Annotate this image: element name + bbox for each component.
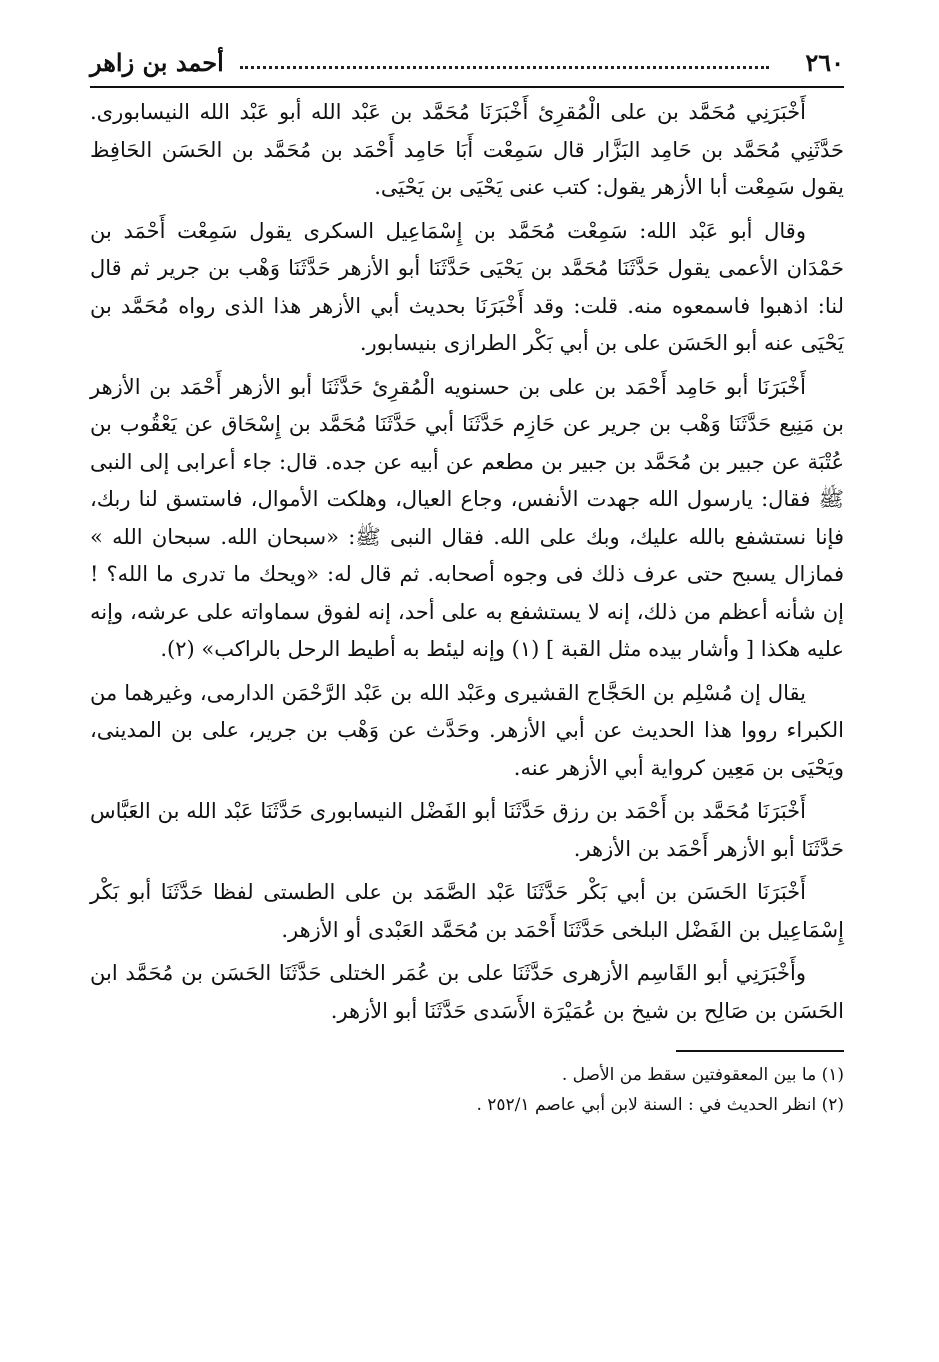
main-text: [90, 94, 844, 1030]
footnote-separator-wrap: [90, 1036, 844, 1052]
paragraph: يقال إن مُسْلِم بن الحَجَّاج القشيرى وعَبْد الله بن عَبْد الرَّحْمَن الدارمى، وغيرهما من الكبراء رووا هذا الحديث عن أبي الأزهر. وحَدَّث عن وَهْب بن جرير، على بن المدينى، ويَحْيَى بن مَعِين كرواية أبي الأزهر عنه.: [90, 680, 844, 780]
page-number: ٢٦٠: [805, 48, 844, 77]
header-dotted-leader: [240, 66, 769, 69]
paragraph: أَخْبَرَنَا أبو حَامِد أَحْمَد بن على بن حسنويه الْمُقرِئ حَدَّثَنَا أبو الأزهر أَحْمَد بن الأزهر بن مَنِيع حَدَّثَنَا وَهْب بن جرير عن حَازِم حَدَّثَنَا أبي حَدَّثَنَا مُحَمَّد بن إِسْحَاق عن يَعْقُوب بن عُتْبَة عن جبير بن مُحَمَّد بن جبير بن مطعم عن أبيه عن جده. قال: جاء أعرابى إلى النبى ﷺ فقال: يارسول الله جهدت الأنفس، وجاع العيال، وهلكت الأموال، فاستسق لنا ربك، فإنا نستشفع بالله عليك، وبك على الله. فقال النبى ﷺ: «سبحان الله. سبحان الله » فمازال يسبح حتى عرف ذلك فى وجوه أصحابه. ثم قال له: «ويحك ما تدرى ما الله؟ ! إن شأنه أعظم من ذلك، إنه لا يستشفع به على أحد، إنه لفوق سماواته على عرشه، وإنه عليه هكذا [ وأشار بيده مثل القبة ] (١) وإنه ليئط به أطيط الرحل بالراكب» (٢).: [90, 374, 844, 661]
footnote: (٢) انظر الحديث في : السنة لابن أبي عاصم ٢٥٢/١ .: [476, 1095, 844, 1115]
footnote: (١) ما بين المعقوفتين سقط من الأصل .: [561, 1065, 844, 1085]
paragraph: وأَخْبَرَنِي أبو القَاسِم الأزهرى حَدَّثَنَا على بن عُمَر الختلى حَدَّثَنَا الحَسَن بن مُحَمَّد ابن الحَسَن بن صَالِح بن شيخ بن عُمَيْرَة الأَسَدى حَدَّثَنَا أبو الأزهر.: [90, 961, 844, 1023]
book-page: [90, 40, 844, 1120]
footnotes: [90, 1060, 844, 1120]
paragraph: وقال أبو عَبْد الله: سَمِعْت مُحَمَّد بن إِسْمَاعِيل السكرى يقول سَمِعْت أَحْمَد بن حَمْدَان الأعمى يقول حَدَّثَنَا مُحَمَّد بن يَحْيَى حَدَّثَنَا أبو الأزهر حَدَّثَنَا وَهْب بن جرير ثم قال لنا: اذهبوا فاسمعوه منه. قلت: وقد أَخْبَرَنَا بحديث أبي الأزهر هذا الذى رواه مُحَمَّد بن يَحْيَى عنه أبو الحَسَن على بن أبي بَكْر الطرازى بنيسابور.: [90, 218, 844, 355]
running-title: أحمد بن زاهر: [90, 48, 224, 77]
page-header: [90, 40, 844, 88]
paragraph: أَخْبَرَنَا الحَسَن بن أبي بَكْر حَدَّثَنَا عَبْد الصَّمَد بن على الطستى لفظا حَدَّثَنَا أبو بَكْر إِسْمَاعِيل بن الفَضْل البلخى حَدَّثَنَا أَحْمَد بن مُحَمَّد العَبْدى أو الأزهر.: [90, 880, 844, 942]
paragraph: أَخْبَرَنَا مُحَمَّد بن أَحْمَد بن رزق حَدَّثَنَا أبو الفَضْل النيسابورى حَدَّثَنَا عَبْد الله بن العَبَّاس حَدَّثَنَا أبو الأزهر أَحْمَد بن الأزهر.: [90, 799, 844, 861]
footnote-separator: [676, 1050, 844, 1052]
paragraph: أَخْبَرَنِي مُحَمَّد بن على الْمُقرِئ أَخْبَرَنَا مُحَمَّد بن عَبْد الله أبو عَبْد الله النيسابورى. حَدَّثَنِي مُحَمَّد بن حَامِد البَزَّار قال سَمِعْت أَبَا حَامِد أَحْمَد بن مُحَمَّد بن الحَسَن الحَافِظ يقول سَمِعْت أبا الأزهر يقول: كتب عنى يَحْيَى بن يَحْيَى.: [90, 100, 844, 199]
